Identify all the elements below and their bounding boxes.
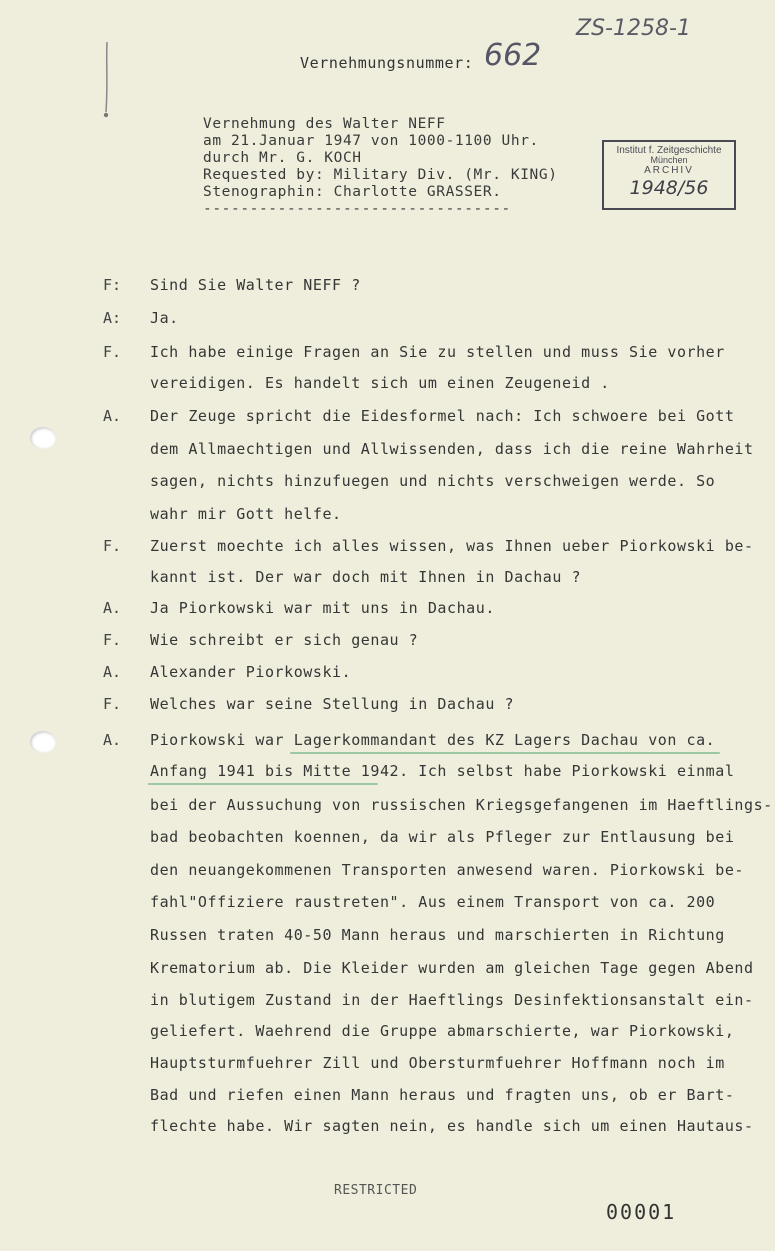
header-separator: --------------------------------- [203, 201, 511, 217]
restricted-label: RESTRICTED [334, 1183, 418, 1198]
stamp-number: 1948/56 [629, 177, 709, 199]
dialogue-line: wahr mir Gott helfe. [150, 505, 342, 523]
dialogue-line: Krematorium ab. Die Kleider wurden am gleichen Tage gegen Abend [150, 959, 754, 977]
dialogue-line: Anfang 1941 bis Mitte 1942. Ich selbst habe Piorkowski einmal [150, 762, 735, 780]
page-number: 00001 [606, 1200, 677, 1224]
dialogue-line: flechte habe. Wir sagten nein, es handle sich um einen Hautaus- [150, 1117, 754, 1135]
speaker-label: F. [103, 631, 122, 649]
dialogue-line: bei der Aussuchung von russischen Kriegsgefangenen im Haeftlings- [150, 796, 773, 814]
dialogue-line: Ich habe einige Fragen an Sie zu stellen und muss Sie vorher [150, 343, 725, 361]
highlight-underline [148, 783, 378, 785]
dialogue-line: Hauptsturmfuehrer Zill und Obersturmfuehrer Hoffmann noch im [150, 1054, 725, 1072]
dialogue-line: Ja. [150, 309, 179, 327]
dialogue-line: bad beobachten koennen, da wir als Pfleger zur Entlausung bei [150, 828, 735, 846]
dialogue-line: Bad und riefen einen Mann heraus und fragten uns, ob er Bart- [150, 1086, 735, 1104]
header-line: am 21.Januar 1947 von 1000-1100 Uhr. [203, 133, 539, 149]
header-block [203, 116, 558, 218]
punch-hole-top [30, 427, 56, 449]
speaker-label: F. [103, 537, 122, 555]
dialogue-line: Zuerst moechte ich alles wissen, was Ihnen ueber Piorkowski be- [150, 537, 754, 555]
dialogue-line: Ja Piorkowski war mit uns in Dachau. [150, 599, 495, 617]
interrogation-number: 662 [484, 38, 542, 73]
dialogue-line: den neuangekommenen Transporten anwesend waren. Piorkowski be- [150, 861, 745, 879]
stamp-institute: Institut f. Zeitgeschichte [616, 145, 722, 156]
stamp-city: München [650, 155, 688, 165]
archive-stamp [602, 140, 736, 210]
dialogue-line: Welches war seine Stellung in Dachau ? [150, 695, 515, 713]
header-line: durch Mr. G. KOCH [203, 150, 362, 166]
speaker-label: A. [103, 407, 122, 425]
speaker-label: A: [103, 309, 122, 327]
archive-number: ZS-1258-1 [576, 16, 691, 41]
speaker-label: F. [103, 343, 122, 361]
punch-hole-bottom [30, 731, 56, 753]
pencil-mark [103, 42, 111, 122]
speaker-label: A. [103, 599, 122, 617]
speaker-label: F. [103, 695, 122, 713]
dialogue-line: Wie schreibt er sich genau ? [150, 631, 419, 649]
dialogue-line: vereidigen. Es handelt sich um einen Zeugeneid . [150, 374, 610, 392]
speaker-label: A. [103, 663, 122, 681]
dialogue-line: Russen traten 40-50 Mann heraus und marschierten in Richtung [150, 926, 725, 944]
dialogue-line: in blutigem Zustand in der Haeftlings Desinfektionsanstalt ein- [150, 991, 754, 1009]
dialogue-line: Alexander Piorkowski. [150, 663, 352, 681]
highlight-underline [290, 752, 720, 754]
header-line: Vernehmung des Walter NEFF [203, 116, 446, 132]
dialogue-line: dem Allmaechtigen und Allwissenden, dass ich die reine Wahrheit [150, 440, 754, 458]
dialogue-line: geliefert. Waehrend die Gruppe abmarschierte, war Piorkowski, [150, 1022, 735, 1040]
dialogue-line: fahl"Offiziere raustreten". Aus einem Transport von ca. 200 [150, 893, 716, 911]
header-line: Requested by: Military Div. (Mr. KING) [203, 167, 558, 183]
stamp-archive: ARCHIV [644, 165, 694, 176]
header-line: Stenographin: Charlotte GRASSER. [203, 184, 502, 200]
speaker-label: F: [103, 276, 122, 294]
dialogue-line: Piorkowski war Lagerkommandant des KZ Lagers Dachau von ca. [150, 731, 716, 749]
dialogue-line: kannt ist. Der war doch mit Ihnen in Dachau ? [150, 568, 582, 586]
interrogation-label: Vernehmungsnummer: [300, 54, 474, 72]
speaker-label: A. [103, 731, 122, 749]
dialogue-line: Der Zeuge spricht die Eidesformel nach: Ich schwoere bei Gott [150, 407, 735, 425]
dialogue-line: sagen, nichts hinzufuegen und nichts verschweigen werde. So [150, 472, 716, 490]
dialogue-line: Sind Sie Walter NEFF ? [150, 276, 361, 294]
